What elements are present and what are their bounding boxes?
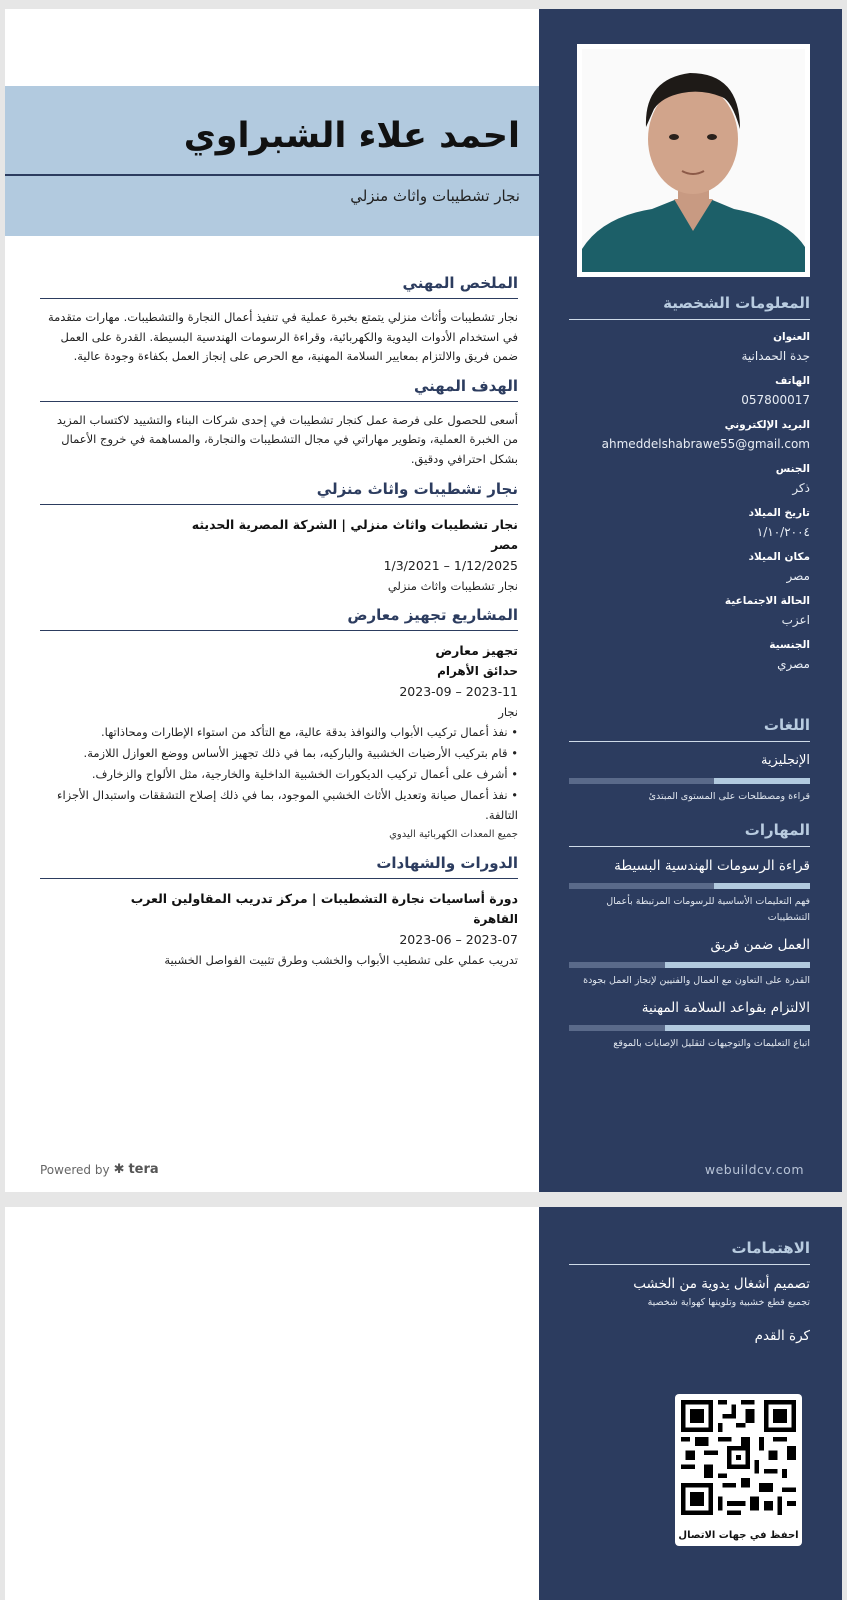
info-label-marital-status: الحالة الاجتماعية — [724, 595, 810, 607]
summary-title: الملخص المهني — [40, 274, 518, 299]
powered-by-label: Powered by — [40, 1162, 110, 1177]
skill-level-bar — [569, 962, 810, 968]
course-description: تدريب عملي على تشطيب الأبواب والخشب وطرق تثبيت الفواصل الخشبية — [164, 952, 518, 967]
candidate-name: احمد علاء الشبراوي — [183, 116, 520, 156]
project-bullet: • نفذ أعمال صيانة وتعديل الأثاث الخشبي الموجود، بما في ذلك إصلاح التشققات واستبدال الأجزاء التالفة. — [57, 787, 518, 822]
experience-entry-title: نجار تشطيبات واثاث منزلي | الشركة المصرية الحديثه — [191, 516, 518, 532]
info-label-birthdate: تاريخ الميلاد — [748, 507, 810, 519]
summary-text: نجار تشطيبات وأثاث منزلي يتمتع بخبرة عملية في تنفيذ أعمال النجارة والتشطيبات. مهارات متقدمة في استخدام الأدوات اليدوية والكهربائية، وقراءة الرسومات الهندسية البسيطة. القدرة على العمل ضمن فريق والالتزام بمعايير السلامة المهنية، مع الحرص على إنجاز العمل بكفاءة وجودة عالية. — [47, 310, 518, 364]
skill-level-bar — [569, 1025, 810, 1031]
skills-title: المهارات — [569, 821, 810, 847]
info-value-address: جدة الحمدانية — [741, 349, 810, 363]
personal-info-title: المعلومات الشخصية — [569, 294, 810, 320]
info-value-email: ahmeddelshabrawe55@gmail.com — [601, 437, 810, 451]
language-level-fill — [714, 778, 810, 784]
personal-info-section — [569, 294, 810, 676]
interest-name: تصميم أشغال يدوية من الخشب — [633, 1276, 810, 1292]
project-bullet: • أشرف على أعمال تركيب الديكورات الخشبية الداخلية والخارجية، مثل الألواح والزخارف. — [91, 766, 518, 781]
interest-note: تجميع قطع خشبية وتلوينها كهواية شخصية — [647, 1297, 810, 1308]
qr-code-card[interactable] — [675, 1394, 802, 1546]
project-bullet: • نفذ أعمال تركيب الأبواب والنوافذ بدقة عالية، مع التأكد من استواء الإطارات ومحاذاتها. — [101, 724, 518, 739]
info-label-address: العنوان — [773, 331, 810, 343]
tera-logo-icon: ✱ — [113, 1162, 125, 1177]
info-label-gender: الجنس — [775, 463, 810, 475]
resume-page-2 — [5, 1207, 842, 1600]
language-name: الإنجليزية — [760, 753, 810, 768]
profile-photo — [577, 44, 810, 277]
skills-section — [569, 821, 810, 1052]
skill-level-fill — [665, 1025, 810, 1031]
info-value-birthdate: ١/١٠/٢٠٠٤ — [756, 525, 810, 539]
project-dates: 2023-09 – 2023-11 — [399, 683, 518, 699]
header-divider — [5, 174, 539, 176]
main-column — [40, 274, 518, 970]
skill-level-bar — [569, 883, 810, 889]
experience-title: نجار تشطيبات واثاث منزلي — [40, 480, 518, 505]
interest-name: كرة القدم — [754, 1328, 810, 1344]
objective-title: الهدف المهني — [40, 377, 518, 402]
skill-note: فهم التعليمات الأساسية للرسومات المرتبطة بأعمال التشطيبات — [606, 896, 810, 923]
course-location: القاهرة — [473, 911, 518, 926]
info-label-nationality: الجنسية — [769, 639, 810, 651]
sidebar — [539, 1207, 842, 1600]
project-tools: جميع المعدات الكهربائية اليدوي — [389, 828, 518, 840]
powered-by-brand: tera — [128, 1162, 159, 1177]
languages-title: اللغات — [569, 716, 810, 742]
sidebar — [539, 9, 842, 1192]
languages-section — [569, 716, 810, 805]
interests-section — [569, 1239, 810, 1347]
info-value-gender: ذكر — [792, 481, 810, 495]
skill-name: قراءة الرسومات الهندسية البسيطة — [614, 858, 810, 874]
skill-name: الالتزام بقواعد السلامة المهنية — [641, 1000, 810, 1016]
experience-role: نجار تشطيبات واثاث منزلي — [387, 578, 518, 593]
resume-page-1 — [5, 9, 842, 1192]
skill-level-fill — [714, 883, 810, 889]
courses-title: الدورات والشهادات — [40, 854, 518, 879]
info-label-email: البريد الإلكتروني — [724, 419, 810, 431]
experience-dates: 1/3/2021 – 1/12/2025 — [383, 557, 518, 573]
project-location: حدائق الأهرام — [437, 663, 518, 678]
header-band — [5, 86, 539, 236]
language-level-bar — [569, 778, 810, 784]
website-link[interactable]: webuildcv.com — [704, 1162, 804, 1177]
skill-note: القدرة على التعاون مع العمال والفنيين لإنجاز العمل بجودة — [583, 975, 810, 986]
info-value-marital-status: اعزب — [781, 613, 810, 627]
info-value-phone: 057800017 — [741, 393, 810, 407]
powered-by — [40, 1162, 159, 1177]
job-title: نجار تشطيبات واثاث منزلي — [350, 187, 520, 205]
project-bullet: • قام بتركيب الأرضيات الخشبية والباركيه، بما في ذلك تجهيز الأساس ووضع العوازل اللازمة. — [83, 745, 518, 760]
objective-text: أسعى للحصول على فرصة عمل كنجار تشطيبات في إحدى شركات البناء والتشييد لاكتساب المزيد من الخبرة العملية، وتطوير مهاراتي في مجال التشطيبات والنجارة، والمساهمة في خروج الأعمال بشكل احترافي ودقيق. — [56, 412, 518, 466]
language-note: قراءة ومصطلحات على المستوى المبتدئ — [648, 791, 810, 802]
info-label-birthplace: مكان الميلاد — [748, 551, 810, 563]
project-role: نجار — [498, 704, 518, 719]
qr-code-icon — [681, 1400, 796, 1515]
info-value-nationality: مصري — [777, 657, 810, 671]
info-value-birthplace: مصر — [786, 569, 810, 583]
course-entry-title: دورة أساسيات نجارة التشطيبات | مركز تدريب المقاولين العرب — [130, 890, 518, 906]
projects-title: المشاريع تجهيز معارض — [40, 606, 518, 631]
project-entry-title: تجهيز معارض — [435, 642, 518, 658]
skill-level-fill — [665, 962, 810, 968]
project-bullets — [40, 722, 518, 825]
qr-caption: احفظ في جهات الاتصال — [678, 1530, 799, 1541]
person-photo-icon — [582, 49, 805, 272]
skill-name: العمل ضمن فريق — [710, 937, 810, 953]
course-dates: 2023-06 – 2023-07 — [399, 931, 518, 947]
interests-title: الاهتمامات — [569, 1239, 810, 1265]
skill-note: اتباع التعليمات والتوجيهات لتقليل الإصابات بالموقع — [613, 1038, 810, 1049]
experience-location: مصر — [491, 537, 518, 552]
info-label-phone: الهاتف — [775, 375, 810, 387]
